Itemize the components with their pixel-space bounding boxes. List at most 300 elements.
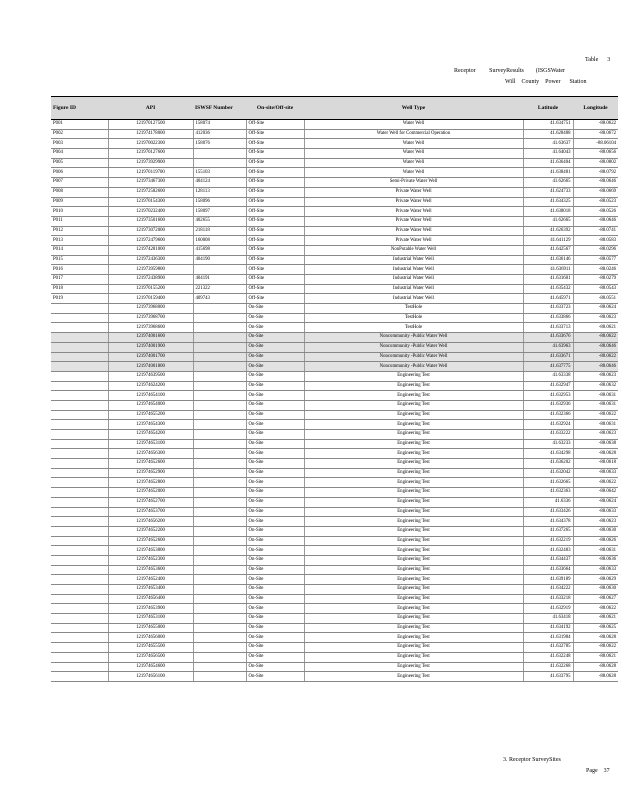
cell-iswsf-number: 128113	[193, 187, 246, 197]
cell-site: On-Site	[246, 400, 304, 410]
cell-longitude: -88.0623	[573, 430, 618, 440]
cell-figure-id	[51, 430, 108, 440]
cell-longitude: -88.0646	[573, 216, 618, 226]
cell-latitude: 41.633664	[523, 565, 573, 575]
cell-figure-id	[51, 468, 108, 478]
cell-site: On-Site	[246, 555, 304, 565]
cell-figure-id: P015	[51, 255, 108, 265]
table-row	[51, 352, 618, 362]
table-row	[51, 410, 618, 420]
cell-longitude: -88.0543	[573, 284, 618, 294]
table-row	[51, 371, 618, 381]
cell-latitude: 41.634437	[523, 555, 573, 565]
cell-longitude: -88.0633	[573, 565, 618, 575]
cell-iswsf-number	[193, 468, 246, 478]
cell-site: Off-Site	[246, 236, 304, 246]
cell-latitude: 41.638018	[523, 207, 573, 217]
cell-latitude: 41.633723	[523, 304, 573, 314]
cell-api: 121970127500	[108, 120, 193, 130]
cell-figure-id: P007	[51, 178, 108, 188]
cell-figure-id	[51, 497, 108, 507]
cell-latitude: 41.636146	[523, 255, 573, 265]
cell-figure-id: P014	[51, 245, 108, 255]
cell-latitude: 41.624733	[523, 187, 573, 197]
cell-latitude: 41.639189	[523, 575, 573, 585]
table-row	[51, 342, 618, 352]
cell-site: Off-Site	[246, 139, 304, 149]
cell-well-type: TestHole	[304, 304, 523, 314]
cell-site: Off-Site	[246, 168, 304, 178]
cell-site: Off-Site	[246, 284, 304, 294]
cell-longitude: -88.0792	[573, 168, 618, 178]
cell-iswsf-number: 221322	[193, 284, 246, 294]
cell-latitude: 41.632042	[523, 468, 573, 478]
cell-iswsf-number	[193, 672, 246, 682]
cell-longitude: -88.0642	[573, 488, 618, 498]
cell-well-type: Water Well	[304, 158, 523, 168]
cell-site: Off-Site	[246, 187, 304, 197]
cell-well-type: Engineering Test	[304, 585, 523, 595]
cell-figure-id	[51, 526, 108, 536]
cell-api: 121974653900	[108, 604, 193, 614]
cell-longitude: -88.0646	[573, 178, 618, 188]
cell-iswsf-number	[193, 410, 246, 420]
table-row	[51, 488, 618, 498]
receptor-survey-table	[51, 96, 618, 682]
cell-well-type: Engineering Test	[304, 488, 523, 498]
cell-iswsf-number: 155103	[193, 168, 246, 178]
cell-iswsf-number	[193, 594, 246, 604]
cell-api: 121974653600	[108, 565, 193, 575]
cell-figure-id	[51, 555, 108, 565]
cell-iswsf-number	[193, 662, 246, 672]
cell-latitude: 41.637775	[523, 362, 573, 372]
table-row	[51, 226, 618, 236]
cell-iswsf-number	[193, 565, 246, 575]
cell-site: Off-Site	[246, 129, 304, 139]
cell-longitude: -88.0623	[573, 517, 618, 527]
table-row	[51, 168, 618, 178]
cell-well-type: Engineering Test	[304, 643, 523, 653]
cell-iswsf-number: 158097	[193, 207, 246, 217]
cell-iswsf-number	[193, 604, 246, 614]
cell-latitude: 41.63418	[523, 614, 573, 624]
cell-well-type: Engineering Test	[304, 468, 523, 478]
cell-iswsf-number	[193, 333, 246, 343]
cell-longitude: -88.0526	[573, 207, 618, 217]
cell-latitude: 41.633218	[523, 594, 573, 604]
cell-site: On-Site	[246, 352, 304, 362]
cell-longitude: -88.0621	[573, 323, 618, 333]
cell-site: On-Site	[246, 497, 304, 507]
cell-api: 121974654100	[108, 391, 193, 401]
cell-longitude: -88.0296	[573, 245, 618, 255]
cell-api: 121970154300	[108, 197, 193, 207]
cell-site: Off-Site	[246, 207, 304, 217]
cell-figure-id	[51, 614, 108, 624]
cell-figure-id: P018	[51, 284, 108, 294]
cell-figure-id: P013	[51, 236, 108, 246]
cell-iswsf-number: 158074	[193, 120, 246, 130]
cell-longitude: -88.0656	[573, 149, 618, 159]
cell-iswsf-number	[193, 449, 246, 459]
cell-longitude: -88.0624	[573, 497, 618, 507]
cell-well-type: Industrial Water Well	[304, 255, 523, 265]
cell-well-type: Private Water Well	[304, 187, 523, 197]
col-header-api: API	[108, 97, 193, 120]
cell-api: 121974652000	[108, 488, 193, 498]
cell-latitude: 41.633426	[523, 507, 573, 517]
cell-api: 121973968700	[108, 313, 193, 323]
table-row	[51, 400, 618, 410]
cell-longitude: -88.0628	[573, 662, 618, 672]
cell-well-type: Engineering Test	[304, 517, 523, 527]
cell-site: On-Site	[246, 662, 304, 672]
cell-site: On-Site	[246, 439, 304, 449]
cell-well-type: Private Water Well	[304, 236, 523, 246]
table-label: Table 3	[585, 57, 611, 63]
cell-api: 121970155200	[108, 284, 193, 294]
cell-figure-id	[51, 585, 108, 595]
cell-longitude: -88.0632	[573, 381, 618, 391]
cell-api: 121974653800	[108, 546, 193, 556]
cell-well-type: Engineering Test	[304, 672, 523, 682]
col-header-figure-id: Figure ID	[51, 97, 108, 120]
cell-iswsf-number	[193, 362, 246, 372]
cell-well-type: Engineering Test	[304, 575, 523, 585]
cell-longitude: -88.0631	[573, 420, 618, 430]
table-row	[51, 662, 618, 672]
table-row	[51, 536, 618, 546]
table-row	[51, 585, 618, 595]
cell-figure-id: P012	[51, 226, 108, 236]
table-row	[51, 245, 618, 255]
cell-site: On-Site	[246, 304, 304, 314]
cell-site: Off-Site	[246, 294, 304, 304]
cell-iswsf-number	[193, 526, 246, 536]
cell-iswsf-number	[193, 478, 246, 488]
cell-latitude: 41.631601	[523, 275, 573, 285]
cell-api: 121973501600	[108, 216, 193, 226]
cell-well-type: Noncommunity -Public Water Well	[304, 342, 523, 352]
table-row	[51, 517, 618, 527]
cell-well-type: Noncommunity -Public Water Well	[304, 333, 523, 343]
cell-well-type: Engineering Test	[304, 526, 523, 536]
cell-iswsf-number: 218118	[193, 226, 246, 236]
table-row	[51, 313, 618, 323]
cell-well-type: Engineering Test	[304, 478, 523, 488]
cell-longitude: -88.0279	[573, 275, 618, 285]
col-header-onsite-offsite: On-site/Off-site	[246, 97, 304, 120]
cell-well-type: Water Well	[304, 120, 523, 130]
cell-figure-id	[51, 488, 108, 498]
cell-longitude: -88.0802	[573, 158, 618, 168]
cell-latitude: 41.632268	[523, 662, 573, 672]
cell-latitude: 41.636202	[523, 459, 573, 469]
cell-figure-id	[51, 662, 108, 672]
cell-iswsf-number	[193, 313, 246, 323]
cell-longitude: -88.0631	[573, 546, 618, 556]
table-row	[51, 439, 618, 449]
cell-well-type: Engineering Test	[304, 565, 523, 575]
table-row	[51, 129, 618, 139]
cell-iswsf-number: 158096	[193, 197, 246, 207]
table-row	[51, 391, 618, 401]
table-row	[51, 449, 618, 459]
cell-iswsf-number	[193, 149, 246, 159]
cell-site: On-Site	[246, 604, 304, 614]
cell-longitude: -88.0633	[573, 468, 618, 478]
cell-site: On-Site	[246, 478, 304, 488]
cell-longitude: -88.0622	[573, 333, 618, 343]
table-row	[51, 459, 618, 469]
cell-site: On-Site	[246, 333, 304, 343]
cell-site: On-Site	[246, 313, 304, 323]
cell-iswsf-number	[193, 381, 246, 391]
table-row	[51, 575, 618, 585]
cell-latitude: 41.638481	[523, 168, 573, 178]
cell-figure-id: P005	[51, 158, 108, 168]
cell-well-type: Industrial Water Well	[304, 265, 523, 275]
cell-site: Off-Site	[246, 120, 304, 130]
cell-figure-id	[51, 546, 108, 556]
cell-site: On-Site	[246, 585, 304, 595]
col-header-longitude: Longitude	[573, 97, 618, 120]
cell-latitude: 41.632936	[523, 400, 573, 410]
table-row	[51, 478, 618, 488]
cell-api: 121974654000	[108, 400, 193, 410]
table-row	[51, 633, 618, 643]
cell-api: 121972436300	[108, 255, 193, 265]
cell-latitude: 41.632785	[523, 643, 573, 653]
cell-api: 121970119700	[108, 168, 193, 178]
cell-longitude: -88.0622	[573, 120, 618, 130]
cell-well-type: Engineering Test	[304, 459, 523, 469]
cell-figure-id	[51, 517, 108, 527]
cell-latitude: 41.635432	[523, 284, 573, 294]
cell-latitude: 41.633676	[523, 333, 573, 343]
cell-well-type: Engineering Test	[304, 497, 523, 507]
cell-longitude: -88.0622	[573, 352, 618, 362]
cell-longitude: -88.0246	[573, 265, 618, 275]
cell-api: 121974639500	[108, 371, 193, 381]
cell-site: Off-Site	[246, 245, 304, 255]
cell-api: 121974652200	[108, 526, 193, 536]
cell-longitude: -88.0646	[573, 362, 618, 372]
cell-iswsf-number	[193, 158, 246, 168]
cell-figure-id	[51, 536, 108, 546]
cell-api: 121973467300	[108, 178, 193, 188]
cell-api: 121973968000	[108, 304, 193, 314]
cell-figure-id	[51, 633, 108, 643]
cell-figure-id	[51, 604, 108, 614]
table-row	[51, 187, 618, 197]
cell-iswsf-number: 160008	[193, 236, 246, 246]
cell-site: On-Site	[246, 526, 304, 536]
cell-well-type: NonPotable Water Well	[304, 245, 523, 255]
cell-iswsf-number	[193, 400, 246, 410]
cell-figure-id	[51, 478, 108, 488]
cell-api: 121972479600	[108, 236, 193, 246]
cell-well-type: Private Water Well	[304, 207, 523, 217]
table-row	[51, 197, 618, 207]
cell-well-type: Noncommunity -Public Water Well	[304, 362, 523, 372]
cell-figure-id	[51, 565, 108, 575]
cell-site: On-Site	[246, 623, 304, 633]
cell-longitude: -88.0631	[573, 391, 618, 401]
cell-site: On-Site	[246, 410, 304, 420]
table-row	[51, 614, 618, 624]
cell-well-type: Engineering Test	[304, 430, 523, 440]
cell-api: 121974652600	[108, 459, 193, 469]
cell-iswsf-number: 404190	[193, 255, 246, 265]
cell-latitude: 41.642567	[523, 245, 573, 255]
cell-well-type: Engineering Test	[304, 652, 523, 662]
cell-api: 121970232400	[108, 207, 193, 217]
cell-well-type: Engineering Test	[304, 449, 523, 459]
cell-figure-id	[51, 304, 108, 314]
cell-longitude: -88.0631	[573, 400, 618, 410]
cell-longitude: -88.0583	[573, 236, 618, 246]
cell-latitude: 41.632366	[523, 410, 573, 420]
cell-well-type: Engineering Test	[304, 439, 523, 449]
table-row	[51, 120, 618, 130]
cell-well-type: Semi-Private Water Well	[304, 178, 523, 188]
cell-site: Off-Site	[246, 149, 304, 159]
cell-latitude: 41.632248	[523, 652, 573, 662]
cell-site: On-Site	[246, 594, 304, 604]
table-row	[51, 420, 618, 430]
cell-latitude: 41.633671	[523, 352, 573, 362]
cell-iswsf-number: 404191	[193, 275, 246, 285]
cell-site: Off-Site	[246, 255, 304, 265]
cell-longitude: -88.0622	[573, 410, 618, 420]
cell-api: 121973072000	[108, 226, 193, 236]
cell-api: 121973968600	[108, 323, 193, 333]
cell-longitude: -88.0623	[573, 371, 618, 381]
cell-iswsf-number	[193, 352, 246, 362]
table-body	[51, 120, 618, 682]
cell-latitude: 41.634378	[523, 517, 573, 527]
cell-longitude: -88.0622	[573, 643, 618, 653]
cell-site: On-Site	[246, 652, 304, 662]
table-row	[51, 672, 618, 682]
cell-latitude: 41.63963	[523, 342, 573, 352]
cell-latitude: 41.645971	[523, 294, 573, 304]
cell-well-type: Engineering Test	[304, 662, 523, 672]
cell-iswsf-number	[193, 517, 246, 527]
cell-site: On-Site	[246, 536, 304, 546]
cell-latitude: 41.633866	[523, 313, 573, 323]
cell-longitude: -88.0577	[573, 255, 618, 265]
title-line-2: Receptor SurveyResults (ISGSWater	[454, 68, 566, 74]
cell-iswsf-number	[193, 342, 246, 352]
cell-api: 121974001800	[108, 362, 193, 372]
cell-api: 121970127600	[108, 149, 193, 159]
cell-well-type: Engineering Test	[304, 371, 523, 381]
cell-site: On-Site	[246, 672, 304, 682]
cell-site: On-Site	[246, 323, 304, 333]
cell-api: 121970022300	[108, 139, 193, 149]
cell-iswsf-number	[193, 546, 246, 556]
cell-longitude: -88.0621	[573, 614, 618, 624]
cell-site: Off-Site	[246, 158, 304, 168]
cell-latitude: 41.632483	[523, 546, 573, 556]
cell-site: Off-Site	[246, 216, 304, 226]
table-row	[51, 255, 618, 265]
cell-figure-id: P006	[51, 168, 108, 178]
cell-site: On-Site	[246, 391, 304, 401]
cell-well-type: Private Water Well	[304, 216, 523, 226]
cell-api: 121974178000	[108, 129, 193, 139]
table-row	[51, 555, 618, 565]
cell-well-type: Industrial Water Well	[304, 275, 523, 285]
table-row	[51, 304, 618, 314]
cell-site: Off-Site	[246, 226, 304, 236]
table-header-row	[51, 97, 618, 120]
col-header-well-type: Well Type	[304, 97, 523, 120]
cell-api: 121974656000	[108, 633, 193, 643]
cell-well-type: Engineering Test	[304, 507, 523, 517]
cell-iswsf-number: 415698	[193, 245, 246, 255]
cell-figure-id: P001	[51, 120, 108, 130]
table-row	[51, 604, 618, 614]
cell-longitude: -88.0633	[573, 507, 618, 517]
cell-iswsf-number	[193, 323, 246, 333]
cell-longitude: -88.0626	[573, 536, 618, 546]
cell-site: On-Site	[246, 614, 304, 624]
cell-longitude: -88.0630	[573, 585, 618, 595]
cell-well-type: Industrial Water Well	[304, 294, 523, 304]
cell-figure-id: P002	[51, 129, 108, 139]
table-row	[51, 284, 618, 294]
cell-figure-id: P016	[51, 265, 108, 275]
cell-api: 121970159400	[108, 294, 193, 304]
cell-iswsf-number	[193, 304, 246, 314]
cell-site: Off-Site	[246, 265, 304, 275]
cell-api: 121974624200	[108, 381, 193, 391]
cell-well-type: Engineering Test	[304, 400, 523, 410]
cell-latitude: 41.634222	[523, 585, 573, 595]
cell-latitude: 41.634298	[523, 449, 573, 459]
title-line-3: Will County Power Station	[505, 79, 587, 85]
cell-iswsf-number	[193, 652, 246, 662]
cell-figure-id	[51, 459, 108, 469]
table-row	[51, 362, 618, 372]
cell-latitude: 41.637265	[523, 526, 573, 536]
cell-figure-id	[51, 652, 108, 662]
cell-api: 121974654300	[108, 420, 193, 430]
cell-site: On-Site	[246, 507, 304, 517]
cell-well-type: Engineering Test	[304, 546, 523, 556]
cell-iswsf-number	[193, 420, 246, 430]
cell-latitude: 41.628488	[523, 129, 573, 139]
cell-iswsf-number	[193, 430, 246, 440]
cell-latitude: 41.632953	[523, 391, 573, 401]
cell-longitude: -88.0628	[573, 449, 618, 459]
cell-well-type: TestHole	[304, 323, 523, 333]
cell-figure-id	[51, 381, 108, 391]
cell-latitude: 41.634325	[523, 197, 573, 207]
cell-figure-id	[51, 575, 108, 585]
cell-site: On-Site	[246, 430, 304, 440]
cell-api: 121974652900	[108, 468, 193, 478]
table-row	[51, 323, 618, 333]
cell-api: 121974652300	[108, 555, 193, 565]
cell-well-type: Engineering Test	[304, 381, 523, 391]
cell-latitude: 41.633713	[523, 323, 573, 333]
cell-well-type: Engineering Test	[304, 420, 523, 430]
